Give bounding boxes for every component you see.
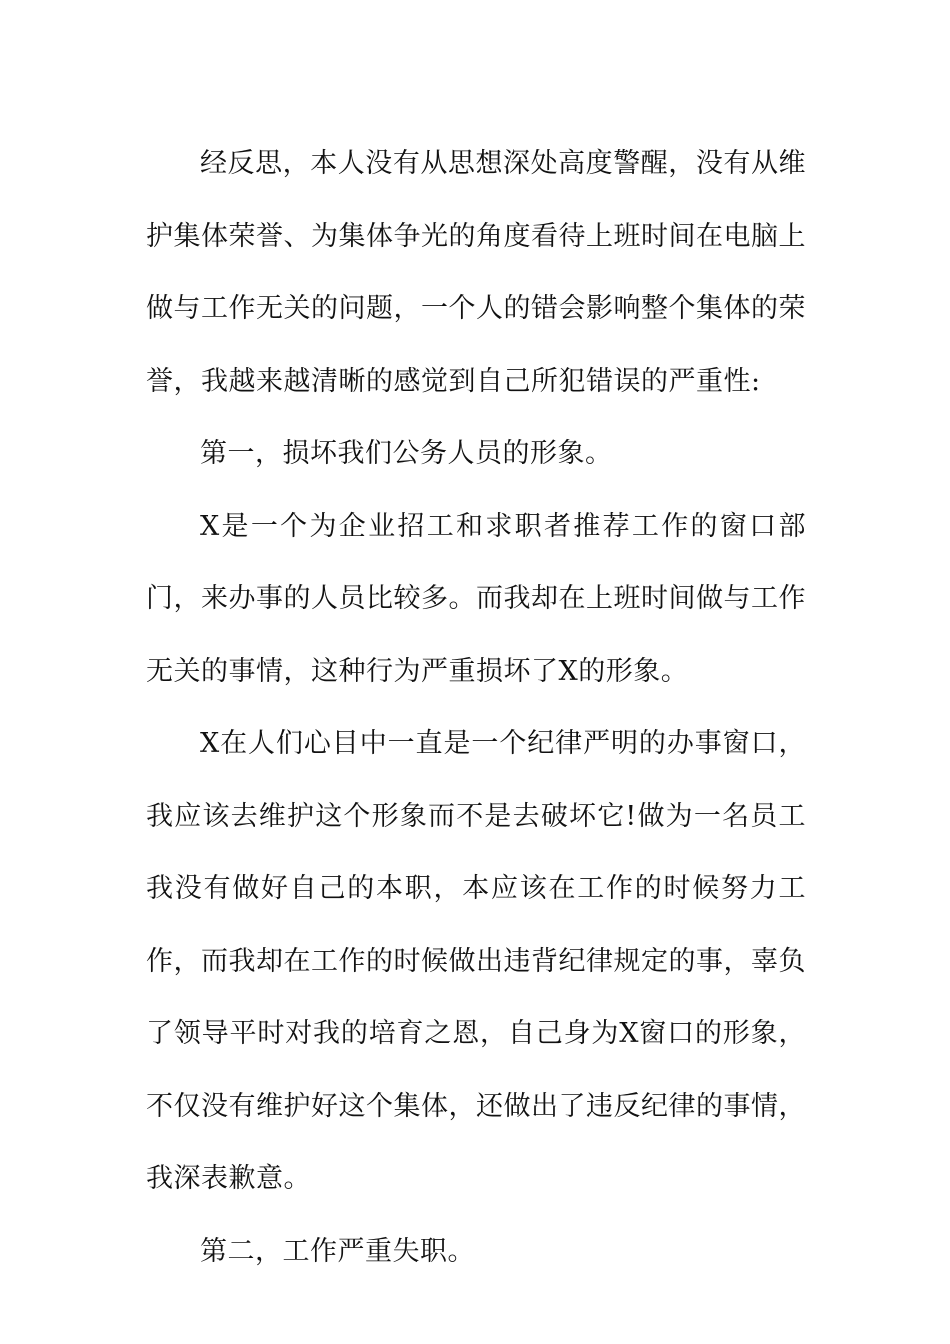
paragraph-point-two-heading: 第二，工作严重失职。 <box>200 1235 475 1267</box>
paragraph-point-one-heading: 第一，损坏我们公务人员的形象。 <box>200 438 613 469</box>
paragraph-discipline-apology: X在人们心目中一直是一个纪律严明的办事窗口，我应该去维护这个形象而不是去破坏它!做为一名员工我没有做好自己的本职，本应该在工作的时候努力工作，而我却在工作的时候做出违背纪律规定的事，辜负了领导平时对我的培育之恩，自己身为X窗口的形象，不仅没有维护好这个集体，还做出了违反纪律的事情，我深表歉意。 <box>146 728 806 1194</box>
paragraph-window-department: X是一个为企业招工和求职者推荐工作的窗口部门，来办事的人员比较多。而我却在上班时间做与工作无关的事情，这种行为严重损坏了X的形象。 <box>146 510 806 687</box>
document-body <box>146 128 806 1288</box>
paragraph-reflection: 经反思，本人没有从思想深处高度警醒，没有从维护集体荣誉、为集体争光的角度看待上班时间在电脑上做与工作无关的问题，一个人的错会影响整个集体的荣誉，我越来越清晰的感觉到自己所犯错误的严重性: <box>146 148 806 397</box>
